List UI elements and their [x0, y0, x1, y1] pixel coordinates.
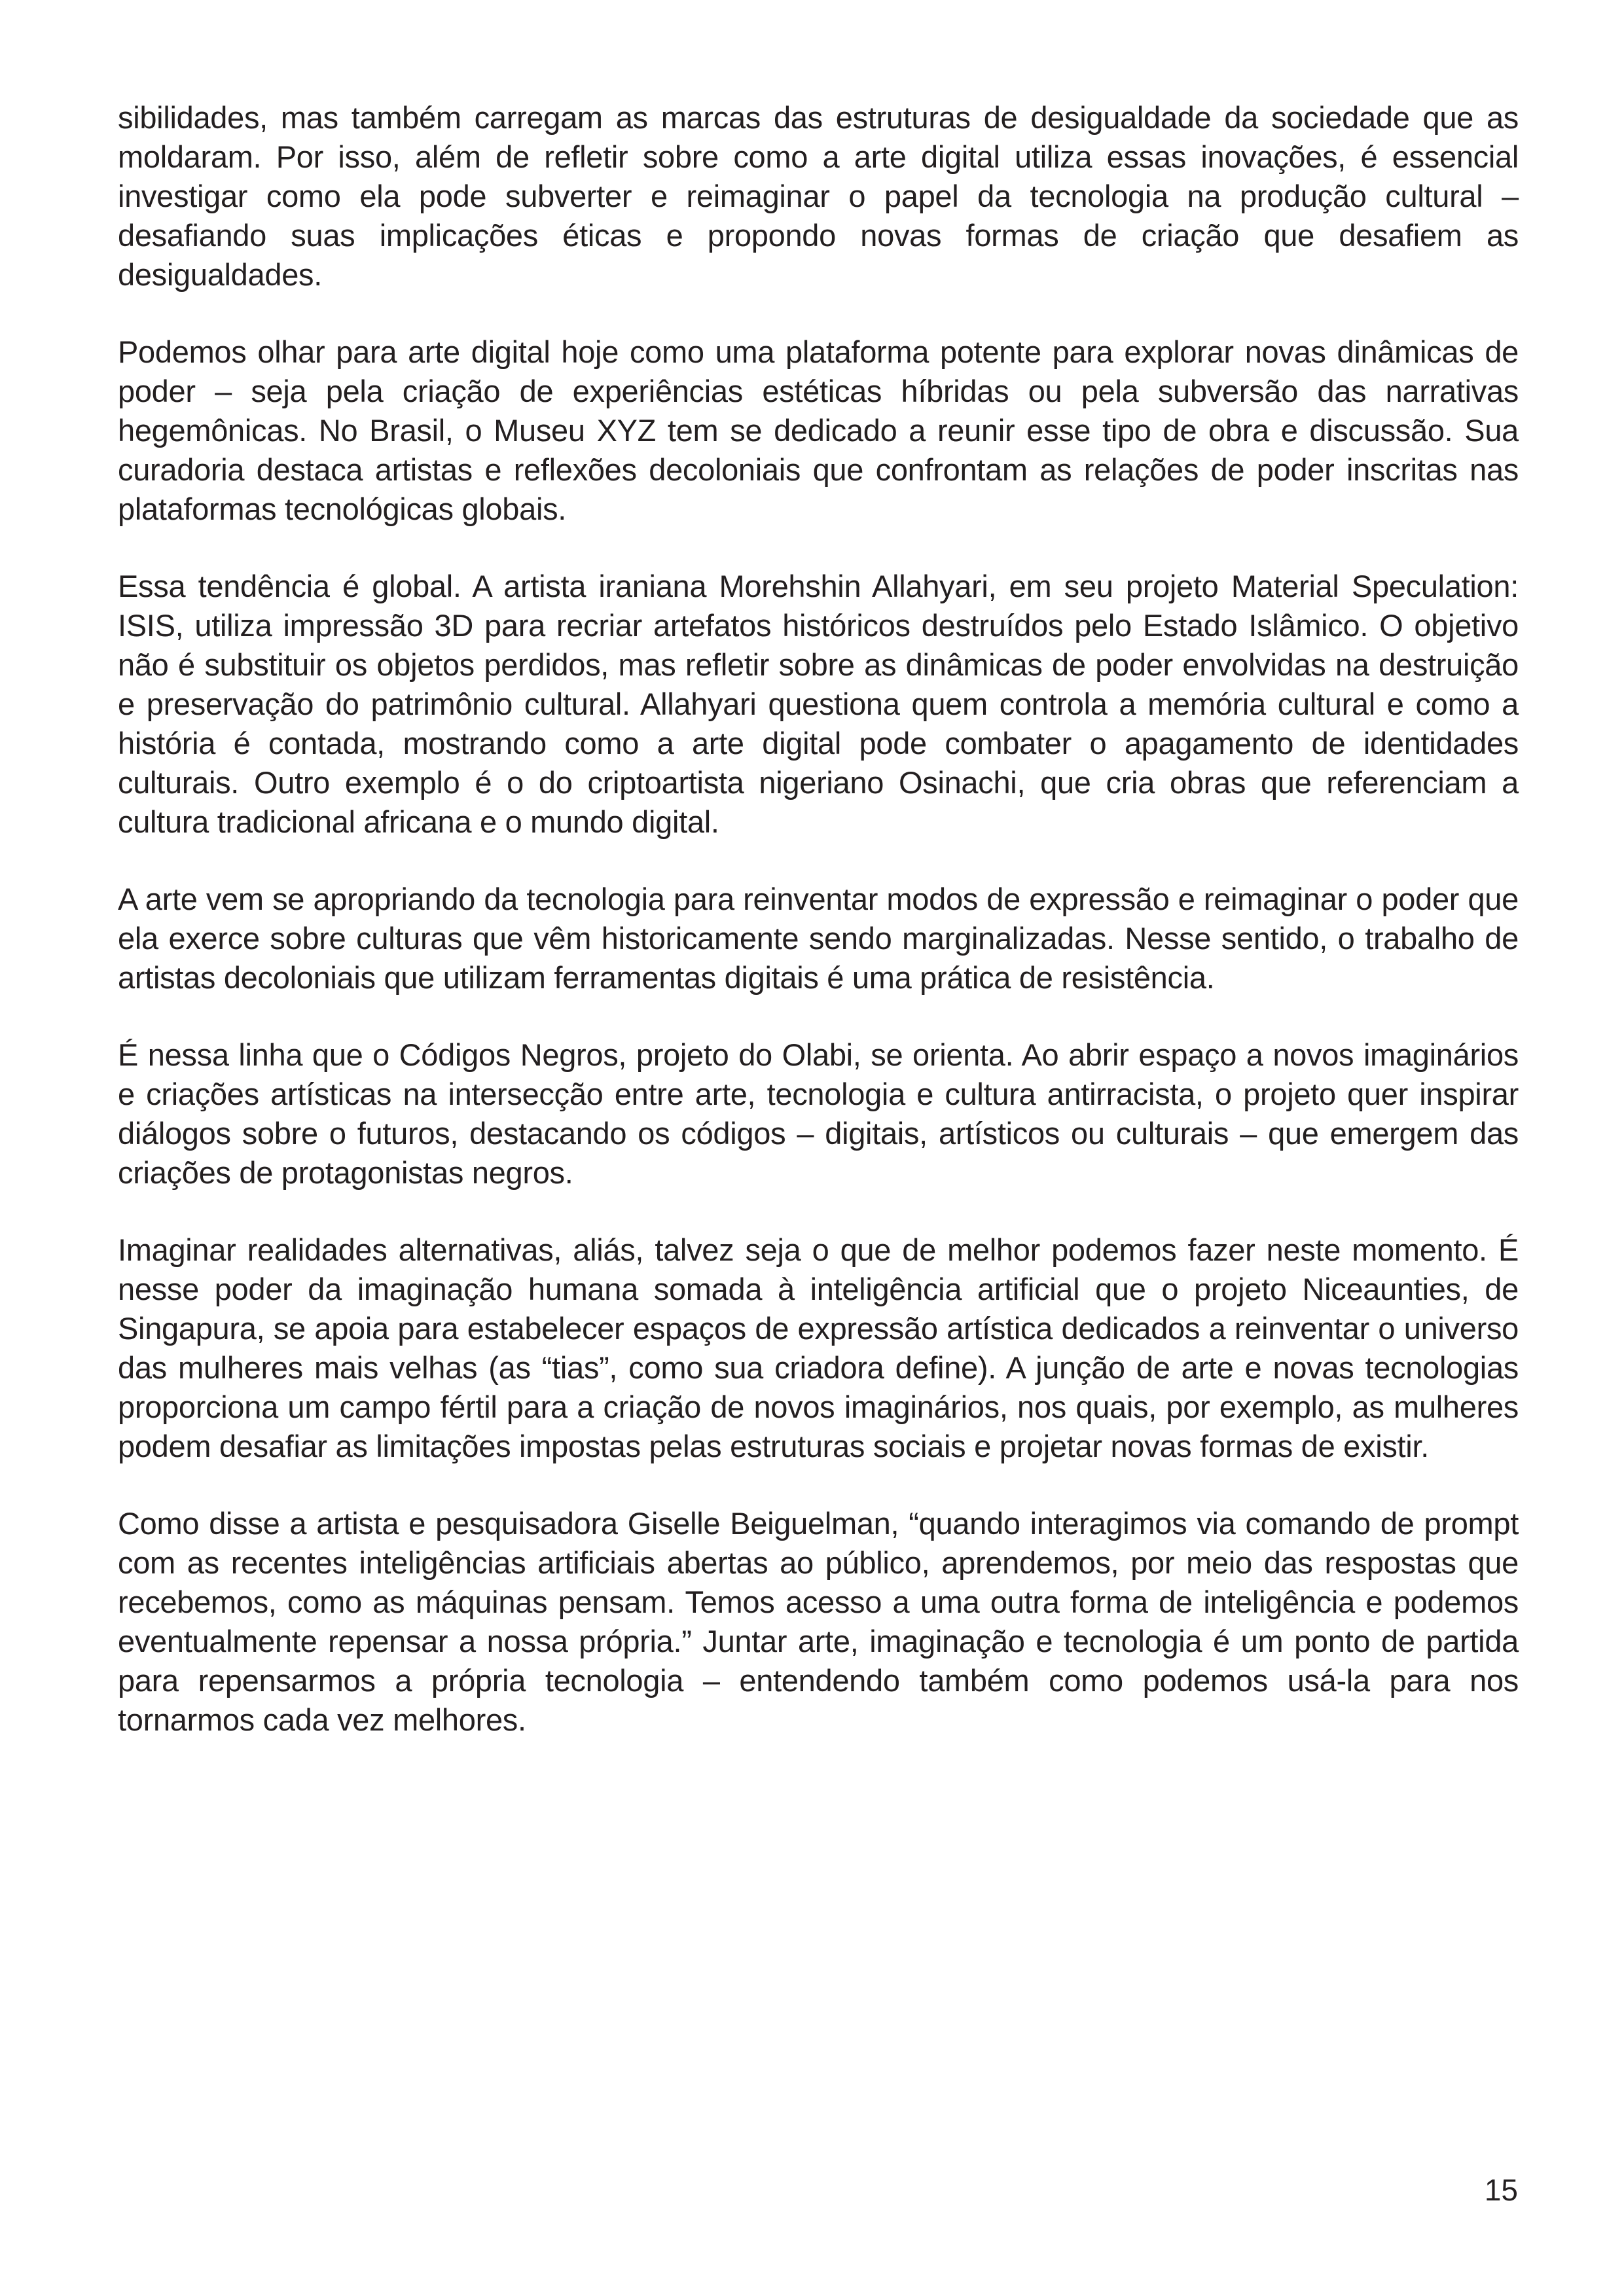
paragraph-art-technology-resistance: A arte vem se apropriando da tecnologia para reinventar modos de expressão e reimaginar o poder que ela exerce sobre culturas que vêm historicamente sendo marginalizadas. Nesse sentido, o trabalho de artistas decoloniais que utilizam ferramentas digitais é uma prática de resistência.	[118, 882, 1519, 995]
paragraph-digital-art-inequality: sibilidades, mas também carregam as marcas das estruturas de desigualdade da sociedade que as moldaram. Por isso, além de refletir sobre como a arte digital utiliza essas inovações, é essencial investigar como ela pode subverter e reimaginar o papel da tecnologia na produção cultural – desafiando suas implicações éticas e propondo novas formas de criação que desafiem as desigualdades.	[118, 100, 1519, 292]
paragraph-beiguelman-quote: Como disse a artista e pesquisadora Giselle Beiguelman, “quando interagimos via comando de prompt com as recentes inteligências artificiais abertas ao público, aprendemos, por meio das respostas que recebemos, como as máquinas pensam. Temos acesso a uma outra forma de inteligência e podemos eventualmente repensar a nossa própria.” Juntar arte, imaginação e tecnologia é um ponto de partida para repensarmos a própria tecnologia – entendendo também como podemos usá-la para nos tornarmos cada vez melhores.	[118, 1506, 1519, 1737]
paragraph-niceaunties: Imaginar realidades alternativas, aliás, talvez seja o que de melhor podemos fazer neste momento. É nesse poder da imaginação humana somada à inteligência artificial que o projeto Niceaunties, de Singapura, se apoia para estabelecer espaços de expressão artística dedicados a reinventar o universo das mulheres mais velhas (as “tias”, como sua criadora define). A junção de arte e novas tecnologias proporciona um campo fértil para a criação de novos imaginários, nos quais, por exemplo, as mulheres podem desafiar as limitações impostas pelas estruturas sociais e projetar novas formas de existir.	[118, 1232, 1519, 1463]
page-number: 15	[1484, 2173, 1518, 2207]
paragraph-power-dynamics: Podemos olhar para arte digital hoje como uma plataforma potente para explorar novas dinâmicas de poder – seja pela criação de experiências estéticas híbridas ou pela subversão das narrativas hegemônicas. No Brasil, o Museu XYZ tem se dedicado a reunir esse tipo de obra e discussão. Sua curadoria destaca artistas e reflexões decoloniais que confrontam as relações de poder inscritas nas plataformas tecnológicas globais.	[118, 334, 1519, 526]
paragraph-global-trend: Essa tendência é global. A artista iraniana Morehshin Allahyari, em seu projeto Material Speculation: ISIS, utiliza impressão 3D para recriar artefatos históricos destruídos pelo Estado Islâmico. O objetivo não é substituir os objetos perdidos, mas refletir sobre as dinâmicas de poder envolvidas na destruição e preservação do patrimônio cultural. Allahyari questiona quem controla a memória cultural e como a história é contada, mostrando como a arte digital pode combater o apagamento de identidades culturais. Outro exemplo é o do criptoartista nigeriano Osinachi, que cria obras que referenciam a cultura tradicional africana e o mundo digital.	[118, 569, 1519, 839]
paragraph-codigos-negros: É nessa linha que o Códigos Negros, projeto do Olabi, se orienta. Ao abrir espaço a novos imaginários e criações artísticas na intersecção entre arte, tecnologia e cultura antirracista, o projeto quer inspirar diálogos sobre o futuros, destacando os códigos – digitais, artísticos ou culturais – que emergem das criações de protagonistas negros.	[118, 1037, 1519, 1190]
body-text	[118, 98, 1519, 1778]
